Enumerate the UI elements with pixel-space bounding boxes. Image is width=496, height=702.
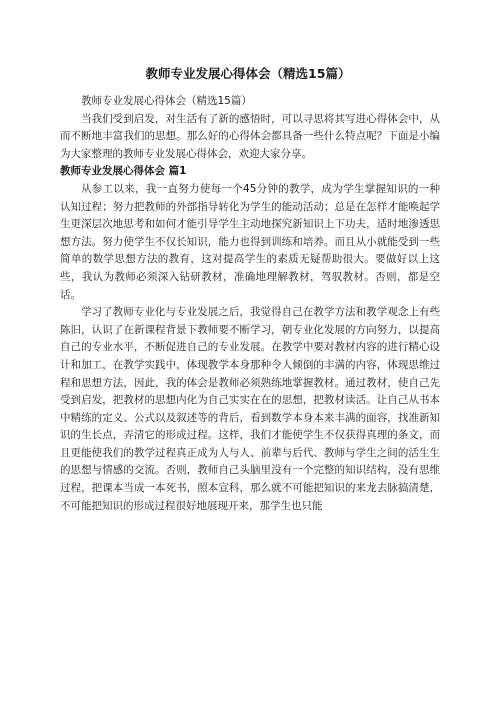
body-paragraph-1: 从参工以来，我一直努力使每一个45分钟的教学，成为学生掌握知识的一种认知过程；努力把教师的外部指导转化为学生的能动活动；总是在怎样才能唤起学生更深层次地思考和如何才能引导学生主动地探究新知识上下功夫，适时地渗透思想方法。努力使学生不仅长知识，能力也得到训练和培养。而且从小就能受到一些简单的数学思想方法的教育，这对提高学生的素质无疑帮助很大。要做好以上这些，我认为教师必须深入钻研教材，准确地理解教材，驾驭教材。否则，都是空话。 [60,182,440,301]
section-heading: 教师专业发展心得体会 篇1 [60,165,187,178]
document-subtitle: 教师专业发展心得体会（精选15篇） [81,95,252,107]
document-title: 教师专业发展心得体会（精选15篇） [145,66,351,81]
document-body [60,93,440,515]
body-paragraph-2: 学习了教师专业化与专业发展之后，我觉得自己在教学方法和教学观念上有些陈旧，认识了在新课程背景下教师要不断学习，朝专业化发展的方向努力，以提高自己的专业水平，不断促进自己的专业发展。在教学中要对教材内容的进行精心设计和加工，在教学实践中，体现教学本身那种令人倾倒的丰满的内容，体现思维过程和思想方法，因此，我的体会是教师必须熟练地掌握教材。通过教材，使自己先受到启发，把教材的思想内化为自己实实在在的思想，把教材读活。让自己从书本中精练的定义、公式以及叙述等的背后，看到数学本身本来丰满的面容，找准新知识的生长点，弄清它的形成过程。这样，我们才能使学生不仅获得真理的条文，而且更能使我们的教学过程真正成为人与人、前辈与后代、教师与学生之间的活生生的思想与情感的交流。否则，教师自己头脑里没有一个完整的知识结构，没有思维过程，把课本当成一本死书，照本宣科，那么就不可能把知识的来龙去脉搞清楚，不可能把知识的形成过程很好地展现开来，那学生也只能 [60,306,440,512]
intro-paragraph: 当我们受到启发，对生活有了新的感悟时，可以寻思将其写进心得体会中，从而不断地丰富我们的思想。那么好的心得体会都具备一些什么特点呢？下面是小编为大家整理的教师专业发展心得体会，欢迎大家分享。 [60,112,440,160]
